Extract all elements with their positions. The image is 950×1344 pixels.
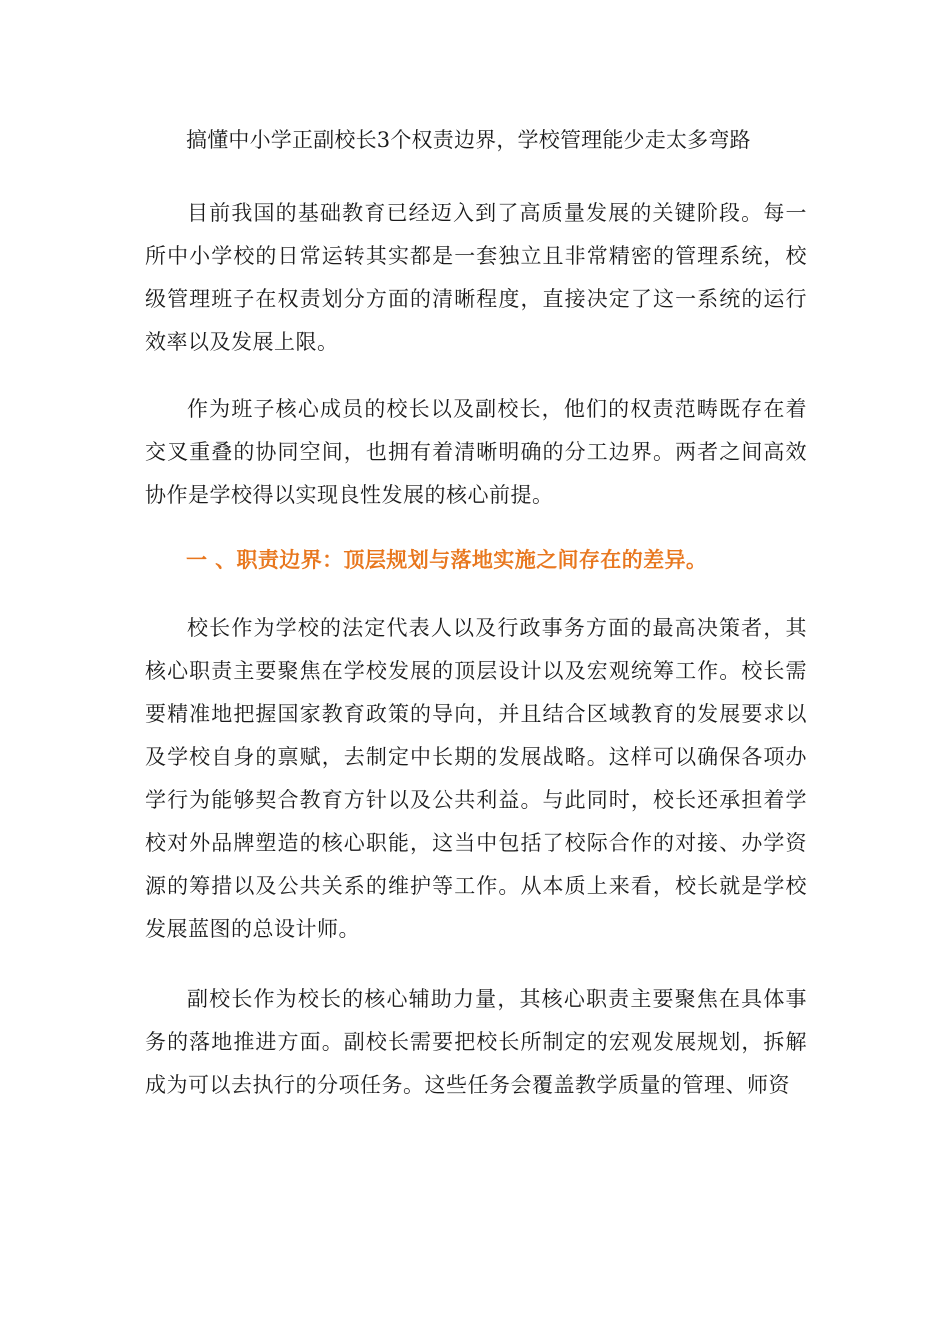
paragraph-principal-duties: 校长作为学校的法定代表人以及行政事务方面的最高决策者，其核心职责主要聚焦在学校发展的顶层设计以及宏观统筹工作。校长需要精准地把握国家教育政策的导向，并且结合区域教育的发展要求以及学校自身的禀赋，去制定中长期的发展战略。这样可以确保各项办学行为能够契合教育方针以及公共利益。与此同时，校长还承担着学校对外品牌塑造的核心职能，这当中包括了校际合作的对接、办学资源的筹措以及公共关系的维护等工作。从本质上来看，校长就是学校发展蓝图的总设计师。: [145, 616, 807, 941]
section-heading-1: 一 、职责边界：顶层规划与落地实施之间存在的差异。: [186, 547, 708, 572]
paragraph-vice-principal-duties: 副校长作为校长的核心辅助力量，其核心职责主要聚焦在具体事务的落地推进方面。副校长需要把校长所制定的宏观发展规划，拆解成为可以去执行的分项任务。这些任务会覆盖教学质量的管理、师资: [145, 987, 807, 1097]
paragraph-roles: 作为班子核心成员的校长以及副校长，他们的权责范畴既存在着交叉重叠的协同空间，也拥有着清晰明确的分工边界。两者之间高效协作是学校得以实现良性发展的核心前提。: [145, 397, 807, 507]
paragraph-intro: 目前我国的基础教育已经迈入到了高质量发展的关键阶段。每一所中小学校的日常运转其实都是一套独立且非常精密的管理系统，校级管理班子在权责划分方面的清晰程度，直接决定了这一系统的运行效率以及发展上限。: [145, 201, 807, 354]
document-title: 搞懂中小学正副校长3个权责边界，学校管理能少走太多弯路: [186, 128, 751, 152]
